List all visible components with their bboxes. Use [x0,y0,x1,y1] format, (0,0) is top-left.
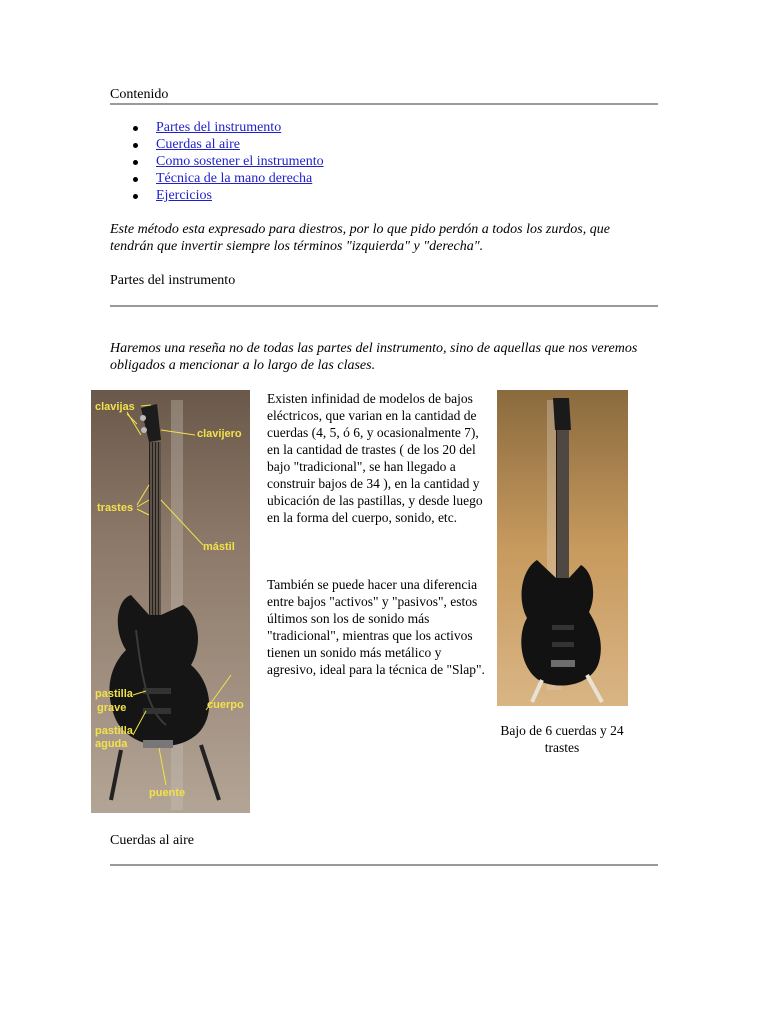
label-grave: grave [97,702,127,714]
list-item [110,170,324,187]
bullet-icon [133,194,138,199]
label-pastilla-grave: pastilla [95,688,133,700]
bullet-icon [133,160,138,165]
toc-link-ejercicios[interactable]: Ejercicios [156,188,212,203]
parts-paragraph-1: Existen infinidad de modelos de bajos eléctricos, que varian en la cantidad de cuerdas (4, 5, ó 6, y ocasionalmente 7), en la cantidad de trastes ( de los 20 del bajo "tradicional", se han llegado a construir bajos de 34 ), en la cantidad y ubicación de las pastillas, y desde luego en la forma del cuerpo, sonido, etc. [267,391,483,525]
bullet-icon [133,177,138,182]
toc-link-partes[interactable]: Partes del instrumento [156,120,282,135]
label-clavijero: clavijero [197,428,242,440]
contents-heading: Contenido [110,87,169,102]
open-strings-heading: Cuerdas al aire [110,833,194,848]
toc-link-mano-derecha[interactable]: Técnica de la mano derecha [156,171,313,186]
label-mastil: mástil [203,541,235,553]
bullet-icon [133,126,138,131]
bass-diagram-image [91,390,250,813]
open-strings-divider [110,864,658,866]
intro-note: Este método esta expresado para diestros, por lo que pido perdón a todos los zurdos, que tendrán que invertir siempre los términos "izquierda" y "derecha". [110,222,610,254]
parts-heading: Partes del instrumento [110,273,236,288]
label-cuerpo: cuerpo [207,699,244,711]
toc-link-cuerdas[interactable]: Cuerdas al aire [156,137,240,152]
list-item [110,136,324,153]
label-pastilla-aguda: pastilla [95,725,133,737]
contents-list [110,119,324,204]
bullet-icon [133,143,138,148]
labeled-bass-photo [91,390,250,813]
contents-divider [110,103,658,105]
six-string-bass-image [497,390,628,706]
parts-divider [110,305,658,307]
label-clavijas: clavijas [95,401,135,413]
label-aguda: aguda [95,738,128,750]
label-puente: puente [149,787,186,799]
parts-intro: Haremos una reseña no de todas las partes del instrumento, sino de aquellas que nos veremos obligados a mencionar a lo largo de las clases. [110,341,638,373]
parts-paragraph-2: También se puede hacer una diferencia entre bajos "activos" y "pasivos", estos últimos son los de sonido más "tradicional", mientras que los activos tienen un sonido más metálico y agresivo, ideal para la técnica de "Slap". [267,577,485,677]
toc-link-sostener[interactable]: Como sostener el instrumento [156,154,324,169]
list-item [110,187,324,204]
label-trastes: trastes [97,502,134,514]
bass-caption: Bajo de 6 cuerdas y 24 trastes [500,723,624,755]
list-item [110,153,324,170]
six-string-bass-photo [497,390,628,706]
list-item [110,119,324,136]
